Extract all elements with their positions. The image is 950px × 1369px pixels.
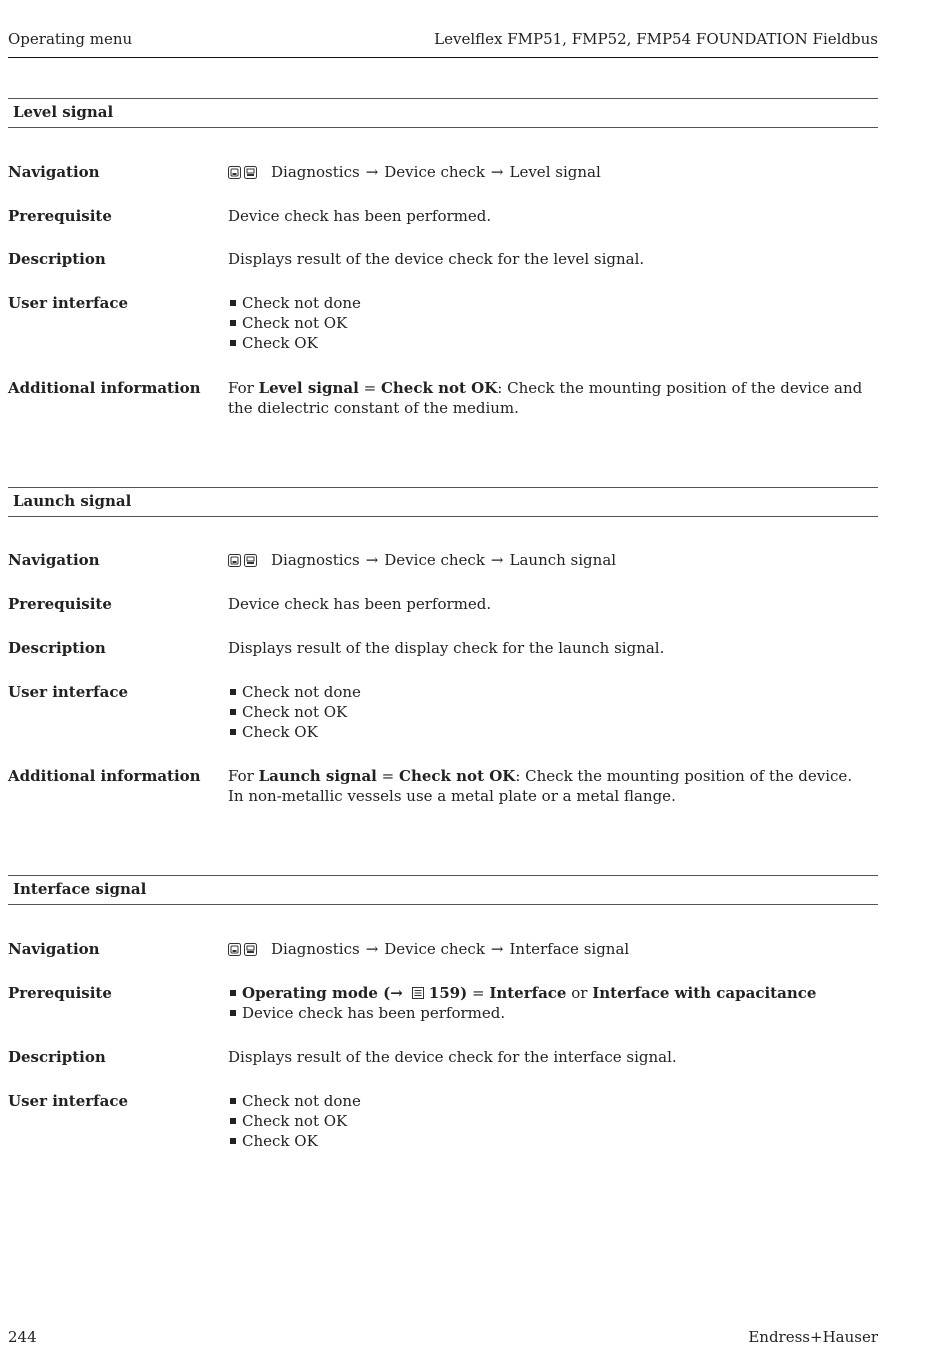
list-item: Check not OK	[228, 1111, 868, 1131]
list-item: Check not done	[228, 682, 868, 702]
bullet-icon	[230, 300, 236, 306]
navigation-path	[228, 939, 868, 959]
header-chapter: Operating menu	[8, 30, 133, 48]
parameter-value: Check not OK	[399, 767, 516, 785]
bullet-icon	[230, 1098, 236, 1104]
bullet-icon	[230, 990, 236, 996]
navigation-path	[228, 550, 868, 570]
additional-information-text: For Launch signal = Check not OK: Check the mounting position of the device. In non-metallic vessels use a metal plate or a metal flange.	[228, 767, 853, 805]
page-number-reference: 159)	[428, 984, 468, 1002]
description-text: Displays result of the display check for the launch signal.	[228, 639, 665, 657]
bullet-icon	[230, 340, 236, 346]
display-menu-icon	[244, 943, 257, 956]
nav-arrow-icon: →	[365, 940, 379, 958]
list-item: Device check has been performed.	[228, 1003, 868, 1023]
prerequisite-list	[228, 983, 868, 1023]
parameter-value: Check not OK	[380, 379, 498, 397]
bullet-icon	[230, 1010, 236, 1016]
nav-arrow-icon: →	[490, 551, 504, 569]
section-title-bar	[8, 98, 878, 128]
nav-icons	[228, 166, 257, 179]
nav-arrow-icon: →	[365, 551, 379, 569]
description-text: Displays result of the device check for the interface signal.	[228, 1048, 677, 1066]
navigation-label: Navigation	[8, 940, 100, 958]
brand-name: Endress+Hauser	[748, 1328, 878, 1346]
display-menu-icon	[244, 554, 257, 567]
document-page	[8, 0, 878, 1369]
section-interface-signal	[8, 875, 878, 1150]
parameter-value: Interface	[489, 984, 567, 1002]
nav-sub: Device check	[384, 163, 485, 181]
section-title: Level signal	[13, 103, 114, 121]
description-label: Description	[8, 1048, 106, 1066]
header-rule	[8, 57, 878, 58]
description-label: Description	[8, 250, 106, 268]
expert-menu-icon	[228, 166, 241, 179]
bullet-icon	[230, 1138, 236, 1144]
list-item: Check OK	[228, 722, 868, 742]
nav-leaf: Interface signal	[509, 940, 630, 958]
section-title: Launch signal	[13, 492, 132, 510]
header-product: Levelflex FMP51, FMP52, FMP54 FOUNDATION Fieldbus	[434, 30, 878, 48]
bullet-icon	[230, 1118, 236, 1124]
list-item: Check not done	[228, 293, 868, 313]
navigation-label: Navigation	[8, 551, 100, 569]
list-item: Check OK	[228, 333, 868, 353]
expert-menu-icon	[228, 943, 241, 956]
parameter-value: Interface with capacitance	[592, 984, 817, 1002]
nav-root: Diagnostics	[271, 163, 360, 181]
nav-arrow-icon: →	[365, 163, 379, 181]
bullet-icon	[230, 729, 236, 735]
nav-arrow-icon: →	[490, 163, 504, 181]
navigation-label: Navigation	[8, 163, 100, 181]
description-text: Displays result of the device check for the level signal.	[228, 250, 645, 268]
list-item: Check OK	[228, 1131, 868, 1151]
nav-arrow-icon: →	[490, 940, 504, 958]
bullet-icon	[230, 320, 236, 326]
user-interface-label: User interface	[8, 1092, 129, 1110]
display-menu-icon	[244, 166, 257, 179]
description-label: Description	[8, 639, 106, 657]
section-title-bar	[8, 487, 878, 517]
user-interface-options	[228, 682, 868, 742]
list-item: Check not OK	[228, 313, 868, 333]
nav-root: Diagnostics	[271, 940, 360, 958]
parameter-name: Level signal	[258, 379, 359, 397]
section-launch-signal	[8, 487, 878, 805]
bullet-icon	[230, 709, 236, 715]
list-item: Check not done	[228, 1091, 868, 1111]
section-title-bar	[8, 875, 878, 905]
additional-information-text: For Level signal = Check not OK: Check the mounting position of the device and the dielectric constant of the medium.	[228, 379, 863, 417]
parameter-name: Launch signal	[258, 767, 377, 785]
nav-leaf: Launch signal	[509, 551, 617, 569]
user-interface-label: User interface	[8, 294, 129, 312]
additional-information-label: Additional information	[8, 379, 201, 397]
user-interface-label: User interface	[8, 683, 129, 701]
expert-menu-icon	[228, 554, 241, 567]
nav-sub: Device check	[384, 551, 485, 569]
nav-root: Diagnostics	[271, 551, 360, 569]
user-interface-options	[228, 293, 868, 353]
user-interface-options	[228, 1091, 868, 1151]
page-reference-icon	[411, 986, 425, 1000]
list-item: Operating mode (→ 159) = Interface or Interface with capacitance	[228, 983, 868, 1003]
nav-leaf: Level signal	[509, 163, 601, 181]
bullet-icon	[230, 689, 236, 695]
nav-icons	[228, 943, 257, 956]
nav-icons	[228, 554, 257, 567]
prerequisite-text: Device check has been performed.	[228, 595, 492, 613]
parameter-reference: Operating mode (→	[242, 984, 403, 1002]
section-level-signal	[8, 98, 878, 417]
section-title: Interface signal	[13, 880, 147, 898]
page-number: 244	[8, 1328, 37, 1346]
nav-sub: Device check	[384, 940, 485, 958]
list-item: Check not OK	[228, 702, 868, 722]
prerequisite-label: Prerequisite	[8, 984, 112, 1002]
prerequisite-label: Prerequisite	[8, 207, 112, 225]
prerequisite-label: Prerequisite	[8, 595, 112, 613]
navigation-path	[228, 162, 868, 182]
prerequisite-text: Device check has been performed.	[228, 207, 492, 225]
additional-information-label: Additional information	[8, 767, 201, 785]
